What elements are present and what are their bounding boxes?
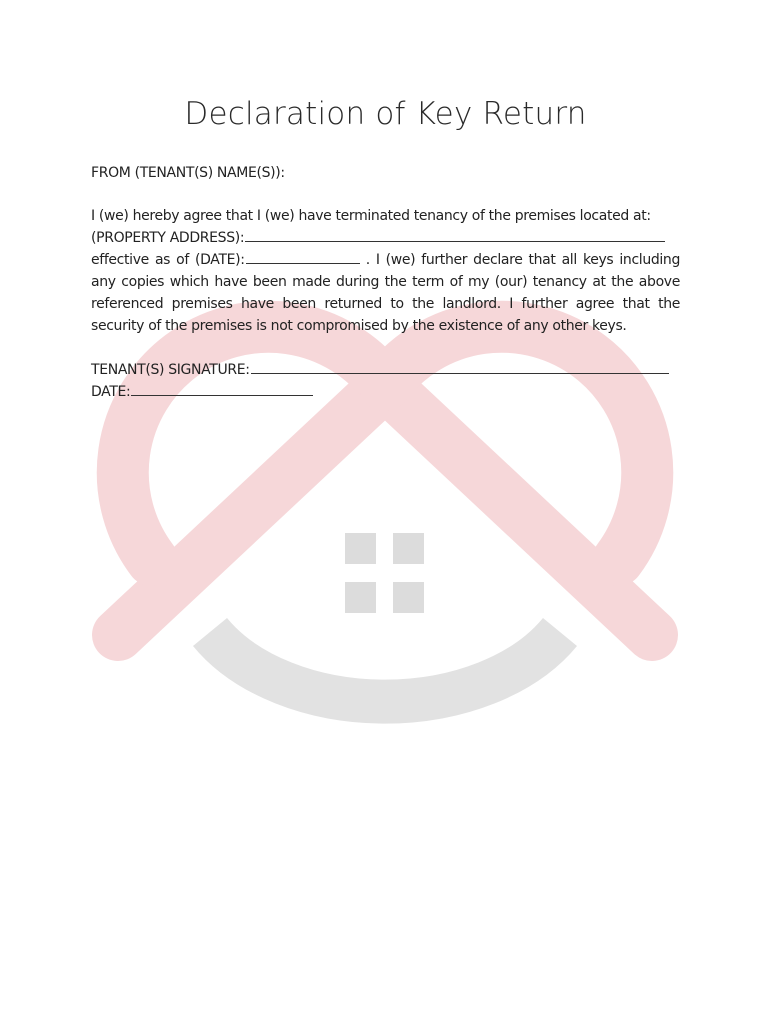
date-line xyxy=(91,381,313,403)
body-line-1: I (we) hereby agree that I (we) have terminated tenancy of the premises located at: xyxy=(91,208,651,224)
from-label: FROM (TENANT(S) NAME(S)): xyxy=(91,165,285,181)
property-address-label: (PROPERTY ADDRESS): xyxy=(91,230,245,246)
body-line-4: any copies which have been made during the term of my (our) tenancy at the above xyxy=(91,274,680,290)
property-address-field[interactable] xyxy=(245,227,665,242)
date-label: DATE: xyxy=(91,384,131,400)
effective-date-rest: . I (we) further declare that all keys including xyxy=(365,252,680,268)
body-line-6: security of the premises is not compromised by the existence of any other keys. xyxy=(91,318,627,334)
page-title: Declaration of Key Return xyxy=(184,96,587,132)
body-line-5: referenced premises have been returned to the landlord. I further agree that the xyxy=(91,296,680,312)
effective-date-label: effective as of (DATE): xyxy=(91,252,245,268)
signature-field[interactable] xyxy=(251,359,669,374)
effective-date-field[interactable] xyxy=(246,249,360,264)
effective-date-line xyxy=(91,249,680,271)
date-field[interactable] xyxy=(131,381,313,396)
signature-line xyxy=(91,359,669,381)
property-address-line xyxy=(91,227,665,249)
signature-label: TENANT(S) SIGNATURE: xyxy=(91,362,250,378)
